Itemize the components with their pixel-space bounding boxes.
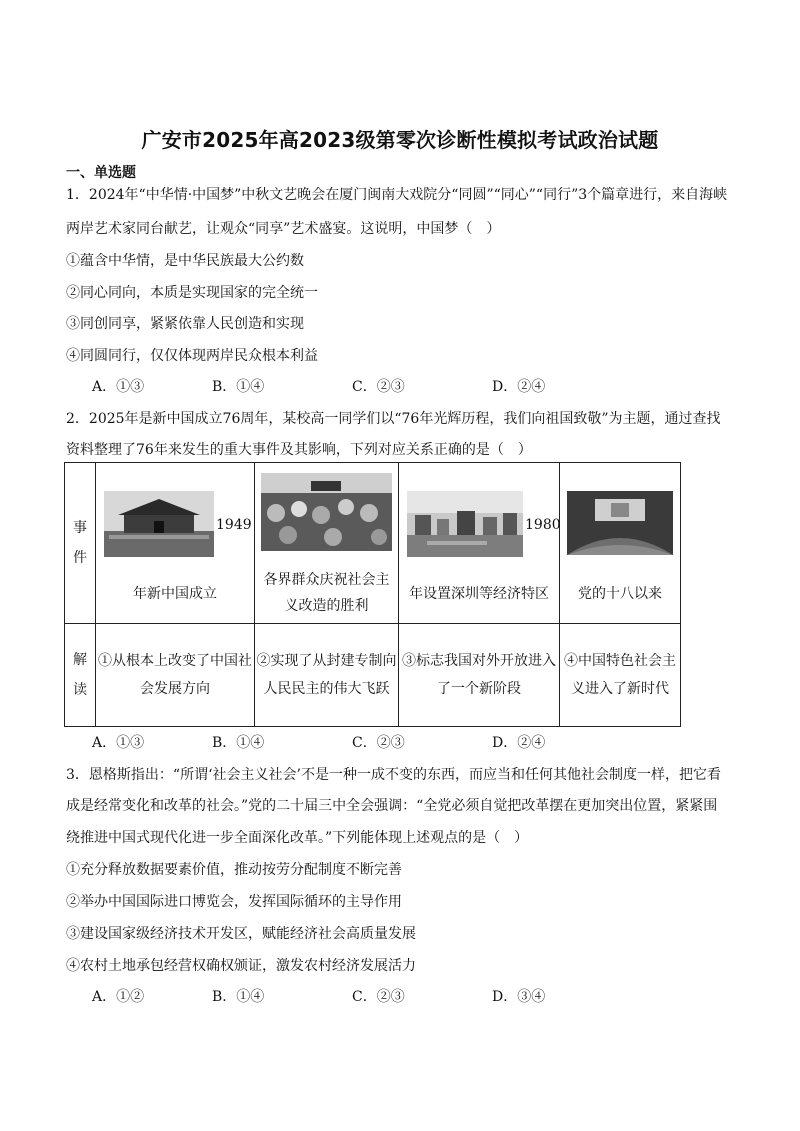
event-caption-3: 年设置深圳等经济特区 [409,586,549,602]
event-caption-1: 年新中国成立 [133,586,217,602]
q3-option-b[interactable]: B．①④ [212,989,265,1005]
interp-cell-1: ①从根本上改变了中国社会发展方向 [96,624,255,727]
q1-stem-line1: 1．2024年“中华情·中国梦”中秋文艺晚会在厦门闽南大戏院分“同圆”“同心”“同行”3个篇章进行，来自海峡 [66,187,728,203]
event-year-1: 1949 [216,517,252,533]
q1-item-4: ④同圆同行，仅仅体现两岸民众根本利益 [66,348,318,364]
q3-stem-line3: 绕推进中国式现代化进一步全面深化改革。”下列能体现上述观点的是（ ） [66,830,529,846]
q3-option-d[interactable]: D．③④ [492,989,546,1005]
q3-item-4: ④农村土地承包经营权确权颁证，激发农村经济发展活力 [66,958,416,974]
great-hall-photo [567,491,673,555]
row-label-event: 事 件 [65,463,96,624]
q3-item-3: ③建设国家级经济技术开发区，赋能经济社会高质量发展 [66,926,416,942]
event-cell-1 [96,463,255,624]
event-cell-2 [255,463,399,624]
q1-option-d[interactable]: D．②④ [492,379,546,395]
q3-stem-line2: 成是经常变化和改革的社会。”党的二十届三中全会强调：“全党必须自觉把改革摆在更加突出位置，紧紧围 [66,798,718,814]
q3-option-a[interactable]: A．①② [92,989,145,1005]
event-year-3: 1980 [525,517,561,533]
event-cell-3 [399,463,560,624]
q1-option-c[interactable]: C．②③ [352,379,405,395]
q1-item-1: ①蕴含中华情，是中华民族最大公约数 [66,253,304,269]
q3-stem-line1: 3．恩格斯指出：“所谓‘社会主义社会’不是一种一成不变的东西，而应当和任何其他社会制度一样，把它看 [66,767,721,783]
q2-stem-line1: 2．2025年是新中国成立76周年，某校高一同学们以“76年光辉历程，我们向祖国致敬”为主题，通过查找 [66,411,721,427]
q3-option-c[interactable]: C．②③ [352,989,405,1005]
celebration-crowd-photo [261,473,392,551]
q2-option-d[interactable]: D．②④ [492,735,546,751]
event-cell-4 [560,463,681,624]
shenzhen-photo [407,491,523,557]
event-caption-2: 各界群众庆祝社会主义改造的胜利 [263,572,390,614]
q2-option-b[interactable]: B．①④ [212,735,265,751]
q2-stem-line2: 资料整理了76年来发生的重大事件及其影响，下列对应关系正确的是（ ） [66,442,532,458]
q1-option-b[interactable]: B．①④ [212,379,265,395]
interp-cell-2: ②实现了从封建专制向人民民主的伟大飞跃 [255,624,399,727]
q2-option-c[interactable]: C．②③ [352,735,405,751]
event-caption-4: 党的十八以来 [578,586,662,602]
q1-option-a[interactable]: A．①③ [92,379,145,395]
q3-item-2: ②举办中国国际进口博览会，发挥国际循环的主导作用 [66,894,402,910]
q1-item-3: ③同创同享，紧紧依靠人民创造和实现 [66,316,304,332]
q1-stem-line2: 两岸艺术家同台献艺，让观众“同享”艺术盛宴。这说明，中国梦（ ） [66,221,501,237]
exam-title: 广安市2025年高2023级第零次诊断性模拟考试政治试题 [141,128,659,152]
q2-option-a[interactable]: A．①③ [92,735,145,751]
interp-cell-4: ④中国特色社会主义进入了新时代 [560,624,681,727]
q3-item-1: ①充分释放数据要素价值，推动按劳分配制度不断完善 [66,862,402,878]
section-heading: 一、单选题 [66,165,136,181]
tiananmen-photo [104,491,214,557]
row-label-interp: 解 读 [65,624,96,727]
interp-cell-3: ③标志我国对外开放进入了一个新阶段 [399,624,560,727]
events-table [64,462,681,727]
q1-item-2: ②同心同向，本质是实现国家的完全统一 [66,285,318,301]
